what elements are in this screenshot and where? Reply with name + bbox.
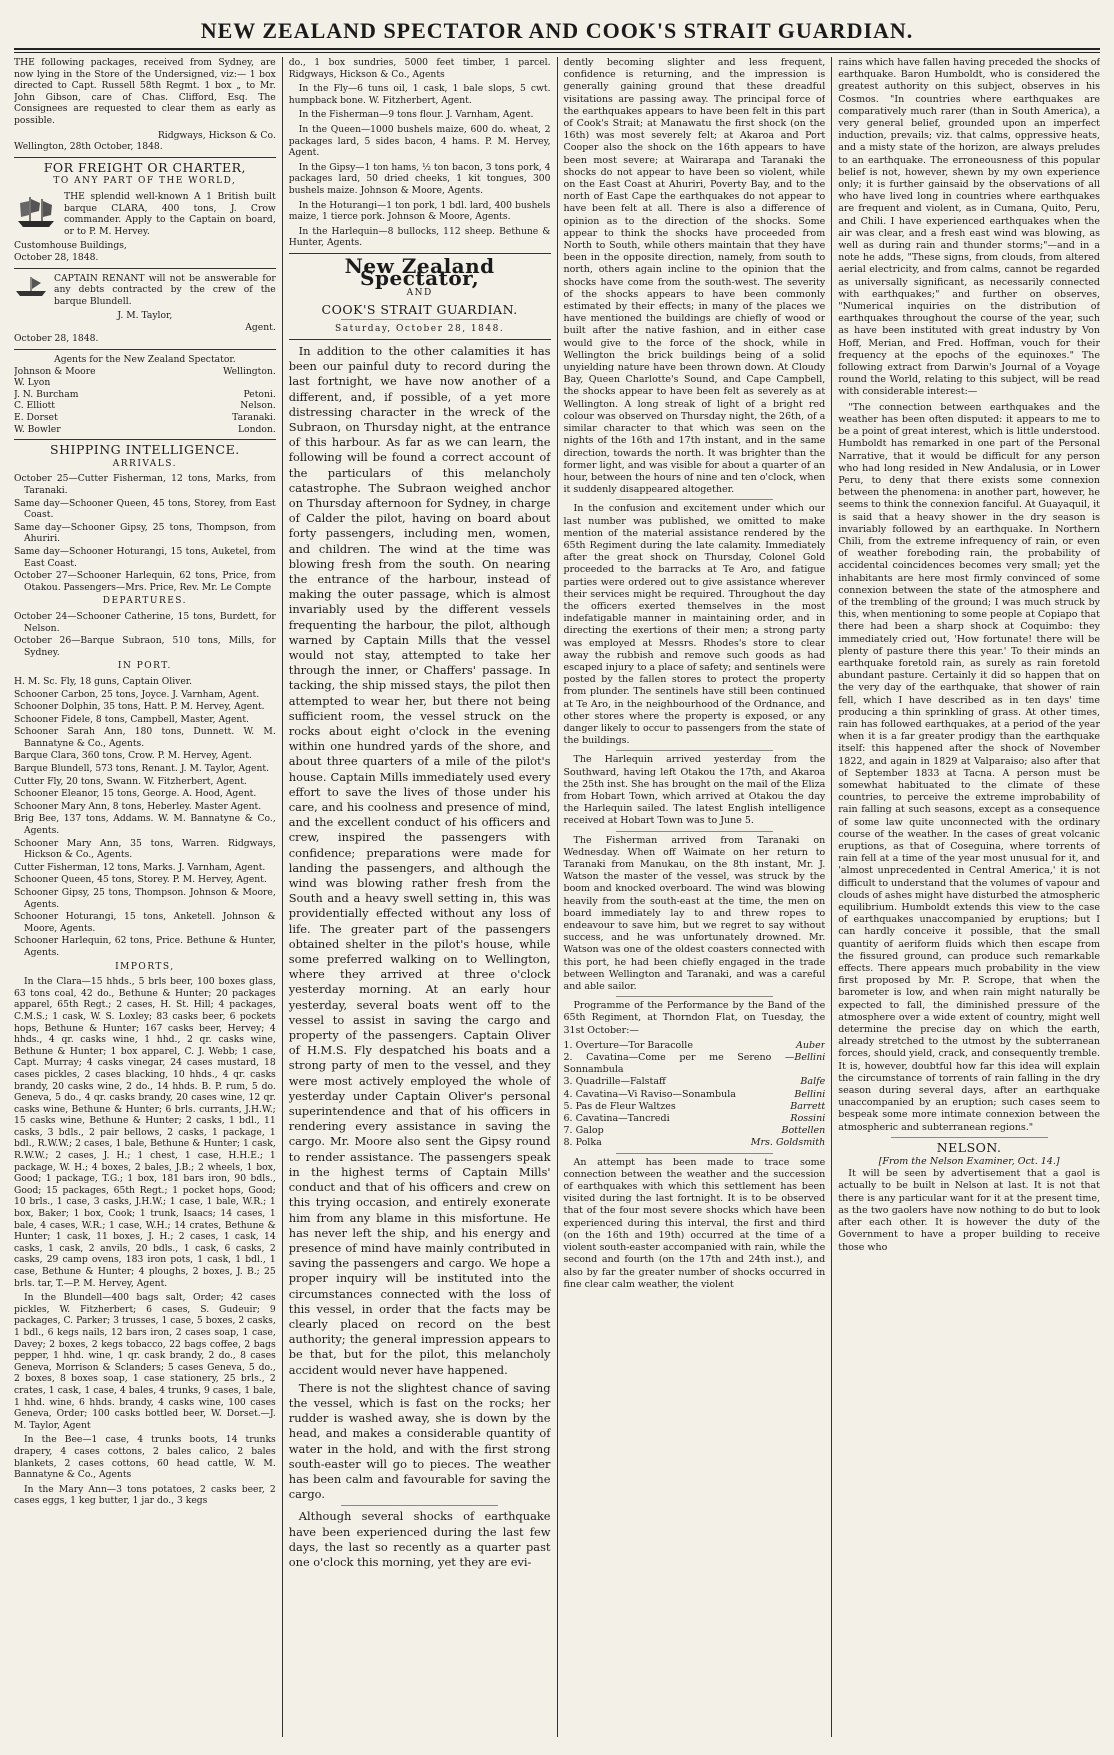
agents-heading: Agents for the New Zealand Spectator.: [54, 354, 236, 366]
import-entry: In the Gipsy—1 ton hams, ½ ton bacon, 3 tons pork, 4 packages lard, 50 dried cheeks, 1 kit tongues, 300 bushels maize. Johnson & Moore, Agents.: [288, 161, 551, 196]
in-port-entry: Schooner Dolphin, 35 tons, Hatt. P. M. Hervey, Agent.: [14, 701, 265, 713]
weather-article: An attempt has been made to trace some connection between the weather and the succession of earthquakes with which this settlement has been visited during the last fortnight. It is to be observed that of the four most severe shocks which have been experienced during this interval, the first and third (on the 16th and 19th) occurred at the time of a violent south-easter accompanied with rain, while the second and fourth (on the 17th and 24th inst.), and also by far the greater number of shocks occurred in fine clear calm weather, the violent: [563, 1156, 826, 1290]
nelson-article: It will be seen by advertisement that a gaol is actually to be built in Nelson at last. It is not that there is any particular want for it at the present time, as the two gaolers have now nothing to do but to look after each other. It is however the duty of the Government to have a proper building to receive those who: [838, 1168, 1100, 1253]
agent-row: [14, 377, 276, 389]
import-entry: In the Harlequin—8 bullocks, 112 sheep. Bethune & Hunter, Agents.: [288, 225, 551, 249]
sailing-ship-icon: [14, 193, 58, 229]
programme-composer: Bellini: [794, 1052, 826, 1064]
import-entry: In the Fisherman—9 tons flour. J. Varnham, Agent.: [298, 109, 534, 121]
programme-item: [564, 1089, 826, 1101]
captain-notice-signature: J. M. Taylor,: [117, 310, 173, 322]
editorial-earthquakes: Although several shocks of earthquake have been experienced during the last few days, the last so recently as a quarter past one o'clock this morning, yet they are evi-: [288, 1509, 551, 1569]
agent-row: [14, 400, 276, 412]
divider: [616, 831, 773, 832]
import-entry: In the Queen—1000 bushels maize, 600 do. wheat, 2 packages lard, 5 sides bacon, 4 hams. P. M. Hervey, Agent.: [288, 123, 551, 159]
divider: [891, 1137, 1048, 1138]
imports-continued-text: do., 1 box sundries, 5000 feet timber, 1 parcel. Ridgways, Hickson & Co., Agents: [288, 57, 551, 80]
paper-title-and: AND: [406, 288, 433, 299]
column-3: [557, 57, 826, 1737]
masthead-rule: [14, 48, 1100, 53]
agent-row: [14, 389, 276, 401]
arrival-entry: October 27—Schooner Harlequin, 62 tons, Price, from Otakou. Passengers—Mrs. Price, Rev. Mr. Le Compte: [14, 570, 276, 593]
imports-clara: In the Clara—15 hhds., 5 brls beer, 100 boxes glass, 63 tons coal, 42 do., Bethune & Hunter; 20 packages apparel, 65th Regt.; 2 cases, H. St. Hill; 4 packages, C.M.S.; 1 cask, W. S. Loxley; 83 casks beer, 6 pockets hops, Bethune & Hunter; 167 casks beer, Hervey; 4 hhds., 4 qr. casks wine, 1 hhd., 2 qr. casks wine, Bethune & Hunter; 1 box apparel, C. J. Webb; 1 case, Capt. Murray; 4 casks vinegar, 24 cases mustard, 18 cases pickles, 2 cases blacking, 10 hhds., 4 qr. casks brandy, 20 casks wine, 2 do., 14 hhds. B. P. rum, 5 do. Geneva, 5 do., 4 qr. casks brandy, 20 cases wine, 12 qr. casks wine, Bethune & Hunter; 6 brls. currants, J.H.W.; 15 casks wine, Bethune & Hunter; 2 casks, 1 bdl., 11 casks, 3 bdls., 2 pair bellows, 2 casks, 1 package, 1 bdl., R.W.W.; 2 cases, 1 bale, Bethune & Hunter; 1 cask, R.W.W.; 2 cases, J. H.; 1 chest, 1 case, H.H.E.; 1 package, W. H.; 4 boxes, 2 bales, J.B.; 2 wheels, 1 box, Good; 1 package, T.G.; 1 box, 181 bars iron, 90 bdls., Good; 15 packages, 65th Regt.; 1 pocket hops, Good; 10 brls., 1 case, 3 casks, J.H.W.; 1 case, 1 bale, W.R.; 1 box, Baker; 1 box, Cook; 1 trunk, Isaacs; 14 cases, 1 bale, 4 cases, W.R.; 1 case, W.H.; 14 crates, Bethune & Hunter; 1 cask, 11 boxes, J. H.; 2 cases, 1 cask, 14 casks, 1 cask, 2 anvils, 20 bdls., 1 cask, 6 casks, 2 casks, 29 camp ovens, 183 iron pots, 1 cask, 1 bdl., 1 case, Bethune & Hunter; 4 ploughs, 2 boxes, J. B.; 25 brls. tar, T.—P. M. Hervey, Agent.: [14, 976, 276, 1289]
issue-date: Saturday, October 28, 1848.: [335, 323, 505, 334]
programme-piece: 5. Pas de Fleur Waltzes: [563, 1100, 676, 1112]
divider: [14, 349, 276, 350]
imports-bee: In the Bee—1 case, 4 trunks boots, 14 trunks drapery, 4 cases cottons, 2 bales calico, 2 bales blankets, 2 cases cottons, 60 head cattle, W. M. Bannatyne & Co., Agents: [14, 1434, 276, 1481]
programme-composer: Auber: [796, 1039, 826, 1051]
divider: [341, 319, 498, 320]
agent-row: [14, 412, 276, 424]
divider: [14, 268, 276, 269]
captain-notice-role: Agent.: [245, 321, 276, 333]
programme-piece: 4. Cavatina—Vi Raviso—Sonambula: [563, 1088, 736, 1100]
earthquake-article: dently becoming slighter and less frequent, confidence is returning, and the impression is generally gaining ground that these dreadful visitations are passing away. The principal force of the earthquakes appears to have been felt in this part of Cook's Strait; at Manawatu the first shock (on the 16th) was most severely felt; at Akaroa and Port Cooper also the shock on the 16th appears to have been most severe; at Wairarapa and Taranaki the shocks do not appear to have been so violent, while on the East Coast at Ahuriri, Poverty Bay, and to the north of East Cape the earthquakes do not appear to have been felt at all. There is also a difference of opinion as to the direction of the shocks. Some appear to think the shocks have proceeded from North to South, while others maintain that they have been in the opposite direction, namely, from south to north, others again incline to the opinion that the shocks have come from the south-west. The severity of the shocks appears to have been commonly estimated by their effects; in many of the places we have mentioned the buildings are chiefly of wood or built after the native fashion, and in either case would give to the force of the shock, while in Wellington the brick buildings being of a solid unyielding nature have been thrown down. At Cloudy Bay, Queen Charlotte's Sound, and Cape Campbell, the shocks appear to have been felt as severely as at Wellington. A long streak of light of a bright red colour was observed on Thursday night, the 26th, of a similar character to that which was seen on the nights of the 16th and 17th instant, and in the same direction, towards the north. It was brighter than the former light, and was visible for about a quarter of an hour, between the hours of nine and ten o'clock, when it suddenly disappeared altogether.: [563, 57, 826, 496]
divider: [14, 439, 276, 440]
editorial: [289, 344, 551, 1570]
in-port-entry: Schooner Sarah Ann, 180 tons, Dunnett. W. M. Bannatyne & Co., Agents.: [14, 726, 276, 749]
programme-item: [564, 1101, 826, 1113]
fisherman-article: The Fisherman arrived from Taranaki on Wednesday. When off Waimate on her return to Taranaki from Manukau, on the 8th instant, Mr. J. Watson the master of the vessel, was struck by the boom and knocked overboard. The wind was blowing heavily from the south-east at the time, the men on board immediately lay to and threw ropes to endeavour to save him, but we regret to say without success, and he was unfortunately drowned. Mr. Watson was one of the oldest coasters connected with this port, he had been chiefly engaged in the trade between Wellington and Taranaki, and was a careful and able sailor.: [563, 834, 826, 993]
programme-item: [564, 1040, 826, 1052]
departure-entry: October 24—Schooner Catherine, 15 tons, Burdett, for Nelson.: [14, 610, 276, 634]
freight-notice: THE splendid well-known A 1 British built barque CLARA, 400 tons, J. Crow commander. Apply to the Captain on board, or to P. M. Hervey.: [64, 190, 276, 237]
in-port-heading: IN PORT.: [117, 661, 172, 672]
freight-place: Customhouse Buildings,: [14, 240, 127, 252]
agents-list: [14, 366, 276, 436]
arrival-entry: October 25—Cutter Fisherman, 12 tons, Marks, from Taranaki.: [14, 473, 276, 496]
in-port-entry: Brig Bee, 137 tons, Addams. W. M. Bannatyne & Co., Agents.: [14, 813, 276, 837]
agent-row: [14, 366, 276, 378]
nelson-heading: NELSON.: [936, 1139, 1002, 1155]
darwin-quote: "The connection between earthquakes and the weather has been often disputed: it appears to me to be a point of great interest, which is little understood. Humboldt has remarked in one part of the Personal Narrative, that it would be difficult for any person who had long resided in New Andalusia, or in Lower Peru, to deny that there exists some connexion between the phenomena: in another part, however, he seems to think the connexion fanciful. At Guayaquil, it is said that a heavy shower in the dry season is invariably followed by an earthquake. In Northern Chili, from the extreme infrequency of rain, or even of weather foreboding rain, the probability of accidental coincidences becomes very small; yet the inhabitants are here most firmly convinced of some connexion between the state of the atmosphere and of the trembling of the ground; I was much struck by this, when mentioning to some people at Copiapo that there had been a sharp shock at Coquimbo: they immediately cried out, 'How fortunate! there will be plenty of pasture there this year.' To their minds an earthquake foretold rain, as surely as rain foretold abundant pasture. Certainly it did so happen that on the very day of the earthquake, that shower of rain fell, which I have described as in ten days' time producing a thin sprinkling of grass. At other times, rain has followed earthquakes, at a period of the year when it is a far greater prodigy than the earthquake itself: this happened after the shock of November 1822, and again in 1829 at Valparaiso; also after that of September 1833 at Tacna. A person must be somewhat habituated to the climate of these countries, to perceive the extreme improbability of rain falling at such seasons, except as a consequence of some law quite unconnected with the ordinary course of the weather. In the cases of great volcanic eruptions, as that of Coseguina, where torrents of rain fell at a time of the year most unusual for it, and 'almost unprecedented in Central America,' it is not difficult to understand that the volumes of vapour and clouds of ashes might have disturbed the atmospheric equilibrium. Humboldt extends this view to the case of earthquakes unaccompanied by eruptions; but I can hardly conceive it possible, that the small quantity of aeriform fluids which then escape from the fissured ground, can produce such remarkable effects. There appears much probability in the view first proposed by Mr. P. Scrope, that when the barometer is low, and when rain might naturally be expected to fall, the diminished pressure of the atmosphere over a wide extent of country, might well determine the precise day on which the earth, already stretched to the utmost by the subterranean forces, should yield, crack, and consequently tremble. It is, however, doubtful how far this idea will explain the circumstance of torrents of rain falling in the dry season during several days, after an earthquake unaccompanied by an eruption; such cases seem to bespeak some more intimate connexion between the atmospheric and subterranean regions.": [838, 401, 1100, 1133]
in-port-entry: Cutter Fisherman, 12 tons, Marks. J. Varnham, Agent.: [14, 861, 266, 873]
departure-entry: October 26—Barque Subraon, 510 tons, Mills, for Sydney.: [14, 635, 276, 658]
programme-piece: 3. Quadrille—Falstaff: [563, 1076, 666, 1088]
column-1: [14, 57, 276, 1737]
arrivals-heading: ARRIVALS.: [112, 458, 177, 469]
programme-item: [564, 1125, 826, 1137]
in-port-entry: Schooner Hoturangi, 15 tons, Anketell. Johnson & Moore, Agents.: [14, 911, 276, 934]
in-port-entry: Cutter Fly, 20 tons, Swann. W. Fitzherbert, Agent.: [14, 775, 247, 787]
packages-notice-date: Wellington, 28th October, 1848.: [14, 141, 163, 153]
packages-notice: THE following packages, received from Sydney, are now lying in the Store of the Undersigned, viz:— 1 box directed to Capt. Russell 58th Regmt. 1 box „ to Mr. John Gibson, care of Chas. Clifford, Esq. The Consignees are requested to clear them as early as possible.: [14, 57, 276, 126]
imports-heading: IMPORTS,: [115, 961, 175, 972]
editorial-vessel: There is not the slightest chance of saving the vessel, which is fast on the rocks; her rudder is washed away, she is down by the head, and makes a considerable quantity of water in the hold, and with the first strong south-easter will go to pieces. The weather has been calm and favourable for saving the cargo.: [288, 1380, 551, 1502]
import-entry: In the Fly—6 tuns oil, 1 cask, 1 bale slops, 5 cwt. humpback bone. W. Fitzherbert, Agent.: [288, 83, 551, 106]
in-port-entry: Barque Clara, 360 tons, Crow. P. M. Hervey, Agent.: [14, 750, 252, 762]
captain-notice: CAPTAIN RENANT will not be answerable for any debts contracted by the crew of the barque Blundell.: [54, 272, 276, 307]
captain-notice-date: October 28, 1848.: [14, 333, 99, 345]
in-port-entry: Schooner Mary Ann, 35 tons, Warren. Ridgways, Hickson & Co., Agents.: [14, 837, 276, 861]
packages-notice-signature: Ridgways, Hickson & Co.: [157, 129, 276, 141]
programme-heading: Programme of the Performance by the Band of the 65th Regiment, at Thorndon Flat, on Tuesday, the 31st October:—: [563, 1000, 826, 1036]
in-port-entry: Schooner Eleanor, 15 tons, George. A. Hood, Agent.: [14, 788, 257, 800]
agent-place: Wellington.: [222, 365, 276, 377]
agent-name: C. Elliott: [14, 400, 55, 412]
in-port-entry: Schooner Fidele, 8 tons, Campbell, Master, Agent.: [14, 713, 249, 725]
imports-blundell: In the Blundell—400 bags salt, Order; 42 cases pickles, W. Fitzherbert; 6 cases, S. Gudeuir; 9 packages, C. Parker; 3 trusses, 1 case, 5 boxes, 2 casks, 1 bdl., 6 kegs nails, 12 bars iron, 2 cases soap, 1 case, Davey; 2 boxes, 2 kegs tobacco, 22 bags coffee, 2 bags pepper, 1 hhd. wine, 1 qr. cask brandy, 2 do., 8 cases Geneva, Morrison & Sclanders; 5 cases Geneva, 5 do., 2 boxes, 8 boxes soap, 1 case stationery, 25 brls., 2 crates, 1 cask, 1 case, 4 bales, 4 trunks, 9 cases, 1 bale, 1 hhd. wine, 6 hhds. brandy, 4 casks wine, 100 cases Geneva, Order; 100 casks bottled beer, W. Dorset.—J. M. Taylor, Agent: [14, 1292, 276, 1431]
arrival-entry: Same day—Schooner Hoturangi, 15 tons, Auketel, from East Coast.: [14, 545, 276, 569]
agent-name: Johnson & Moore: [14, 365, 96, 377]
programme-composer: Barrett: [790, 1100, 826, 1112]
programme-composer: Rossini: [790, 1113, 826, 1125]
agent-name: W. Lyon: [14, 377, 51, 389]
departures-heading: DEPARTURES.: [102, 596, 188, 607]
masthead-title: NEW ZEALAND SPECTATOR AND COOK'S STRAIT GUARDIAN.: [200, 18, 914, 43]
in-port-entry: Barque Blundell, 573 tons, Renant. J. M. Taylor, Agent.: [14, 763, 270, 775]
programme-item: [564, 1137, 826, 1149]
programme-piece: 1. Overture—Tor Baracolle: [563, 1039, 693, 1051]
agent-name: W. Bowler: [14, 423, 61, 435]
divider: [616, 499, 773, 500]
divider: [616, 1153, 773, 1154]
shipping-heading: SHIPPING INTELLIGENCE.: [50, 442, 240, 458]
paper-subtitle: COOK'S STRAIT GUARDIAN.: [321, 301, 518, 317]
column-4: [831, 57, 1100, 1737]
arrival-entry: Same day—Schooner Gipsy, 25 tons, Thompson, from Ahuriri.: [14, 521, 276, 545]
programme-composer: Mrs. Goldsmith: [750, 1137, 826, 1149]
in-port-entry: Schooner Harlequin, 62 tons, Price. Bethune & Hunter, Agents.: [14, 935, 276, 958]
programme-list: [564, 1040, 826, 1150]
programme-item: [564, 1113, 826, 1125]
agent-name: E. Dorset: [14, 412, 58, 424]
divider: [289, 339, 551, 340]
programme-composer: Balfe: [800, 1076, 826, 1088]
divider: [616, 750, 773, 751]
divider: [341, 1505, 498, 1506]
agent-row: [14, 424, 276, 436]
agent-name: J. N. Burcham: [14, 388, 79, 400]
programme-piece: 2. Cavatina—Come per me Sereno —Sonnambula: [563, 1052, 795, 1076]
editorial-wreck: In addition to the other calamities it has been our painful duty to record during the last fortnight, we have now another of a different, and, if possible, of a yet more distressing character in the wreck of the Subraon, on Thursday night, at the entrance of this harbour. As far as we can learn, the following will be found a correct account of the particulars of this melancholy catastrophe. The Subraon weighed anchor on Thursday afternoon for Sydney, in charge of Calder the pilot, having on board about forty passengers, including men, women, and children. The wind at the time was blowing fresh from the south. On nearing the entrance of the harbour, instead of making the outer passage, which is almost invariably used by the different vessels frequenting the harbour, the pilot, although warned by Captain Mills that the vessel would not stay, attempted to take her through the inner, or Chaffers' passage. In tacking, the ship missed stays, the pilot then attempted to wear her, but there not being sufficient room, the vessel struck on the rocks about eight o'clock in the evening within one hundred yards of the shore, and about three quarters of a mile of the pilot's house. Captain Mills immediately used every effort to save the lives of those under his care, and his coolness and presence of mind, and the excellent conduct of his officers and crew, inspired the passengers with confidence; preparations were made for landing the passengers, and although the wind was blowing rather fresh from the South and a heavy swell setting in, this was providentially effected without any loss of life. The greater part of the passengers obtained shelter in the pilot's house, while some preferred walking on to Wellington, where they arrived at three o'clock yesterday morning. At an early hour yesterday, several boats went off to the vessel to assist in saving the cargo and property of the passengers. Captain Oliver of H.M.S. Fly despatched his boats and a strong party of men to the vessel, and they were most actively employed the whole of yesterday under Captain Oliver's personal superintendence and that of his officers in rendering every assistance in saving the cargo. Mr. Moore also sent the Gipsy round to render assistance. The passengers speak in the highest terms of Captain Mills' conduct and that of his officers and crew on this trying occasion, and entirely exonerate him from any blame in this misfortune. He has never left the ship, and his energy and presence of mind have mainly contributed in saving the passengers and cargo. We hope a proper inquiry will be instituted into the circumstances connected with the loss of this vessel, in order that the facts may be clearly placed on record on the best authority; the general impression appears to be that, but for the pilot, this melancholy accident would never have happened.: [288, 343, 551, 1377]
regiment-article: In the confusion and excitement under which our last number was published, we omitted to make mention of the material assistance rendered by the 65th Regiment during the late calamity. Immediately after the great shock on Thursday, Colonel Gold proceeded to the barracks at Te Aro, and fatigue parties were ordered out to give assistance wherever their services might be required. Throughout the day the officers exerted themselves in the most indefatigable manner in maintaining order, and in directing the exertions of their men; a strong party was employed at Messrs. Rhodes's store to clear away the rubbish and remove such goods as had escaped injury to a place of safety; and sentinels were posted by the fallen stores to protect the property from plunder. The sentinels have still been continued at Te Aro, in the neighbourhood of the Ordnance, and other stores where the property is exposed, or any danger likely to occur to passengers from the state of the buildings.: [563, 503, 826, 747]
paper-title: New Zealand Spectator,: [344, 253, 495, 291]
in-port-entry: Schooner Gipsy, 25 tons, Thompson. Johnson & Moore, Agents.: [14, 887, 276, 910]
harlequin-article: The Harlequin arrived yesterday from the Southward, having left Otakou the 17th, and Akaroa the 25th inst. She has brought on the mail of the Eliza from Hobart Town, which arrived at Otakou the day the Harlequin sailed. The latest English intelligence received at Hobart Town was to June 5.: [563, 754, 826, 827]
in-port-entry: Schooner Queen, 45 tons, Storey. P. M. Hervey, Agent.: [14, 874, 267, 886]
freight-date: October 28, 1848.: [14, 251, 99, 263]
programme-piece: 7. Galop: [563, 1125, 604, 1137]
arrival-entry: Same day—Schooner Queen, 45 tons, Storey, from East Coast.: [14, 497, 276, 521]
divider: [616, 996, 773, 997]
agent-place: Petoni.: [243, 388, 276, 400]
freight-subheading: TO ANY PART OF THE WORLD,: [53, 176, 237, 187]
in-port-entry: Schooner Mary Ann, 8 tons, Heberley. Master Agent.: [14, 800, 262, 812]
programme-composer: Bottellen: [781, 1125, 826, 1137]
freight-heading: FOR FREIGHT OR CHARTER,: [43, 159, 247, 175]
programme-composer: Bellini: [794, 1088, 826, 1100]
ship-emblem-icon: [14, 275, 48, 297]
programme-item: [564, 1076, 826, 1088]
in-port-entry: H. M. Sc. Fly, 18 guns, Captain Oliver.: [14, 675, 193, 687]
column-2: [282, 57, 551, 1737]
columns: [14, 57, 1100, 1737]
programme-item: [564, 1052, 826, 1076]
agent-place: Taranaki.: [232, 412, 276, 424]
agent-place: London.: [237, 423, 276, 435]
programme-piece: 8. Polka: [563, 1137, 602, 1149]
programme-piece: 6. Cavatina—Tancredi: [563, 1113, 670, 1125]
imports-mary-ann: In the Mary Ann—3 tons potatoes, 2 casks beer, 2 cases eggs, 1 keg butter, 1 jar do., 3 kegs: [14, 1483, 276, 1507]
in-port-entry: Schooner Carbon, 25 tons, Joyce. J. Varnham, Agent.: [14, 688, 260, 700]
nelson-source: [From the Nelson Examiner, Oct. 14.]: [878, 1156, 1060, 1168]
imports-continued: [289, 57, 551, 249]
humboldt-article: rains which have fallen having preceded the shocks of earthquake. Baron Humboldt, who is considered the greatest authority on this subject, observes in his Cosmos. "In countries where earthquakes are comparatively much rarer (than in South America), a very general belief, grounded upon an imperfect induction, prevails; viz. that calms, oppressive heats, and a misty state of the horizon, are always preludes to an earthquake. The erroneousness of this popular belief is not, however, shewn by my own experience only; it is further gainsaid by the observations of all who have lived long in countries where earthquakes are frequent and violent, as in Cumana, Quito, Peru, and Chili. I have experienced earthquakes when the air was clear, and a fresh east wind was blowing, as well as during rain and thunder storms;"—and in a note he adds, "These signs, from clouds, from altered aerial electricity, and from calms, cannot be regarded as universally significant, as necessarily connected with earthquakes;" and further on observes, "Numerical inquiries on the distribution of earthquakes throughout the course of the year, such as have been instituted with great industry by Von Hoff, Merian, and Fred. Hoffman, vouch for their frequency at the epochs of the equinoxes." The following extract from Darwin's Journal of a Voyage round the World, relating to this subject, will be read with considerable interest:—: [838, 57, 1100, 398]
import-entry: In the Hoturangi—1 ton pork, 1 bdl. lard, 400 bushels maize, 1 tierce pork. Johnson & Moore, Agents.: [288, 199, 551, 223]
agent-place: Nelson.: [240, 400, 276, 412]
divider: [14, 157, 276, 158]
